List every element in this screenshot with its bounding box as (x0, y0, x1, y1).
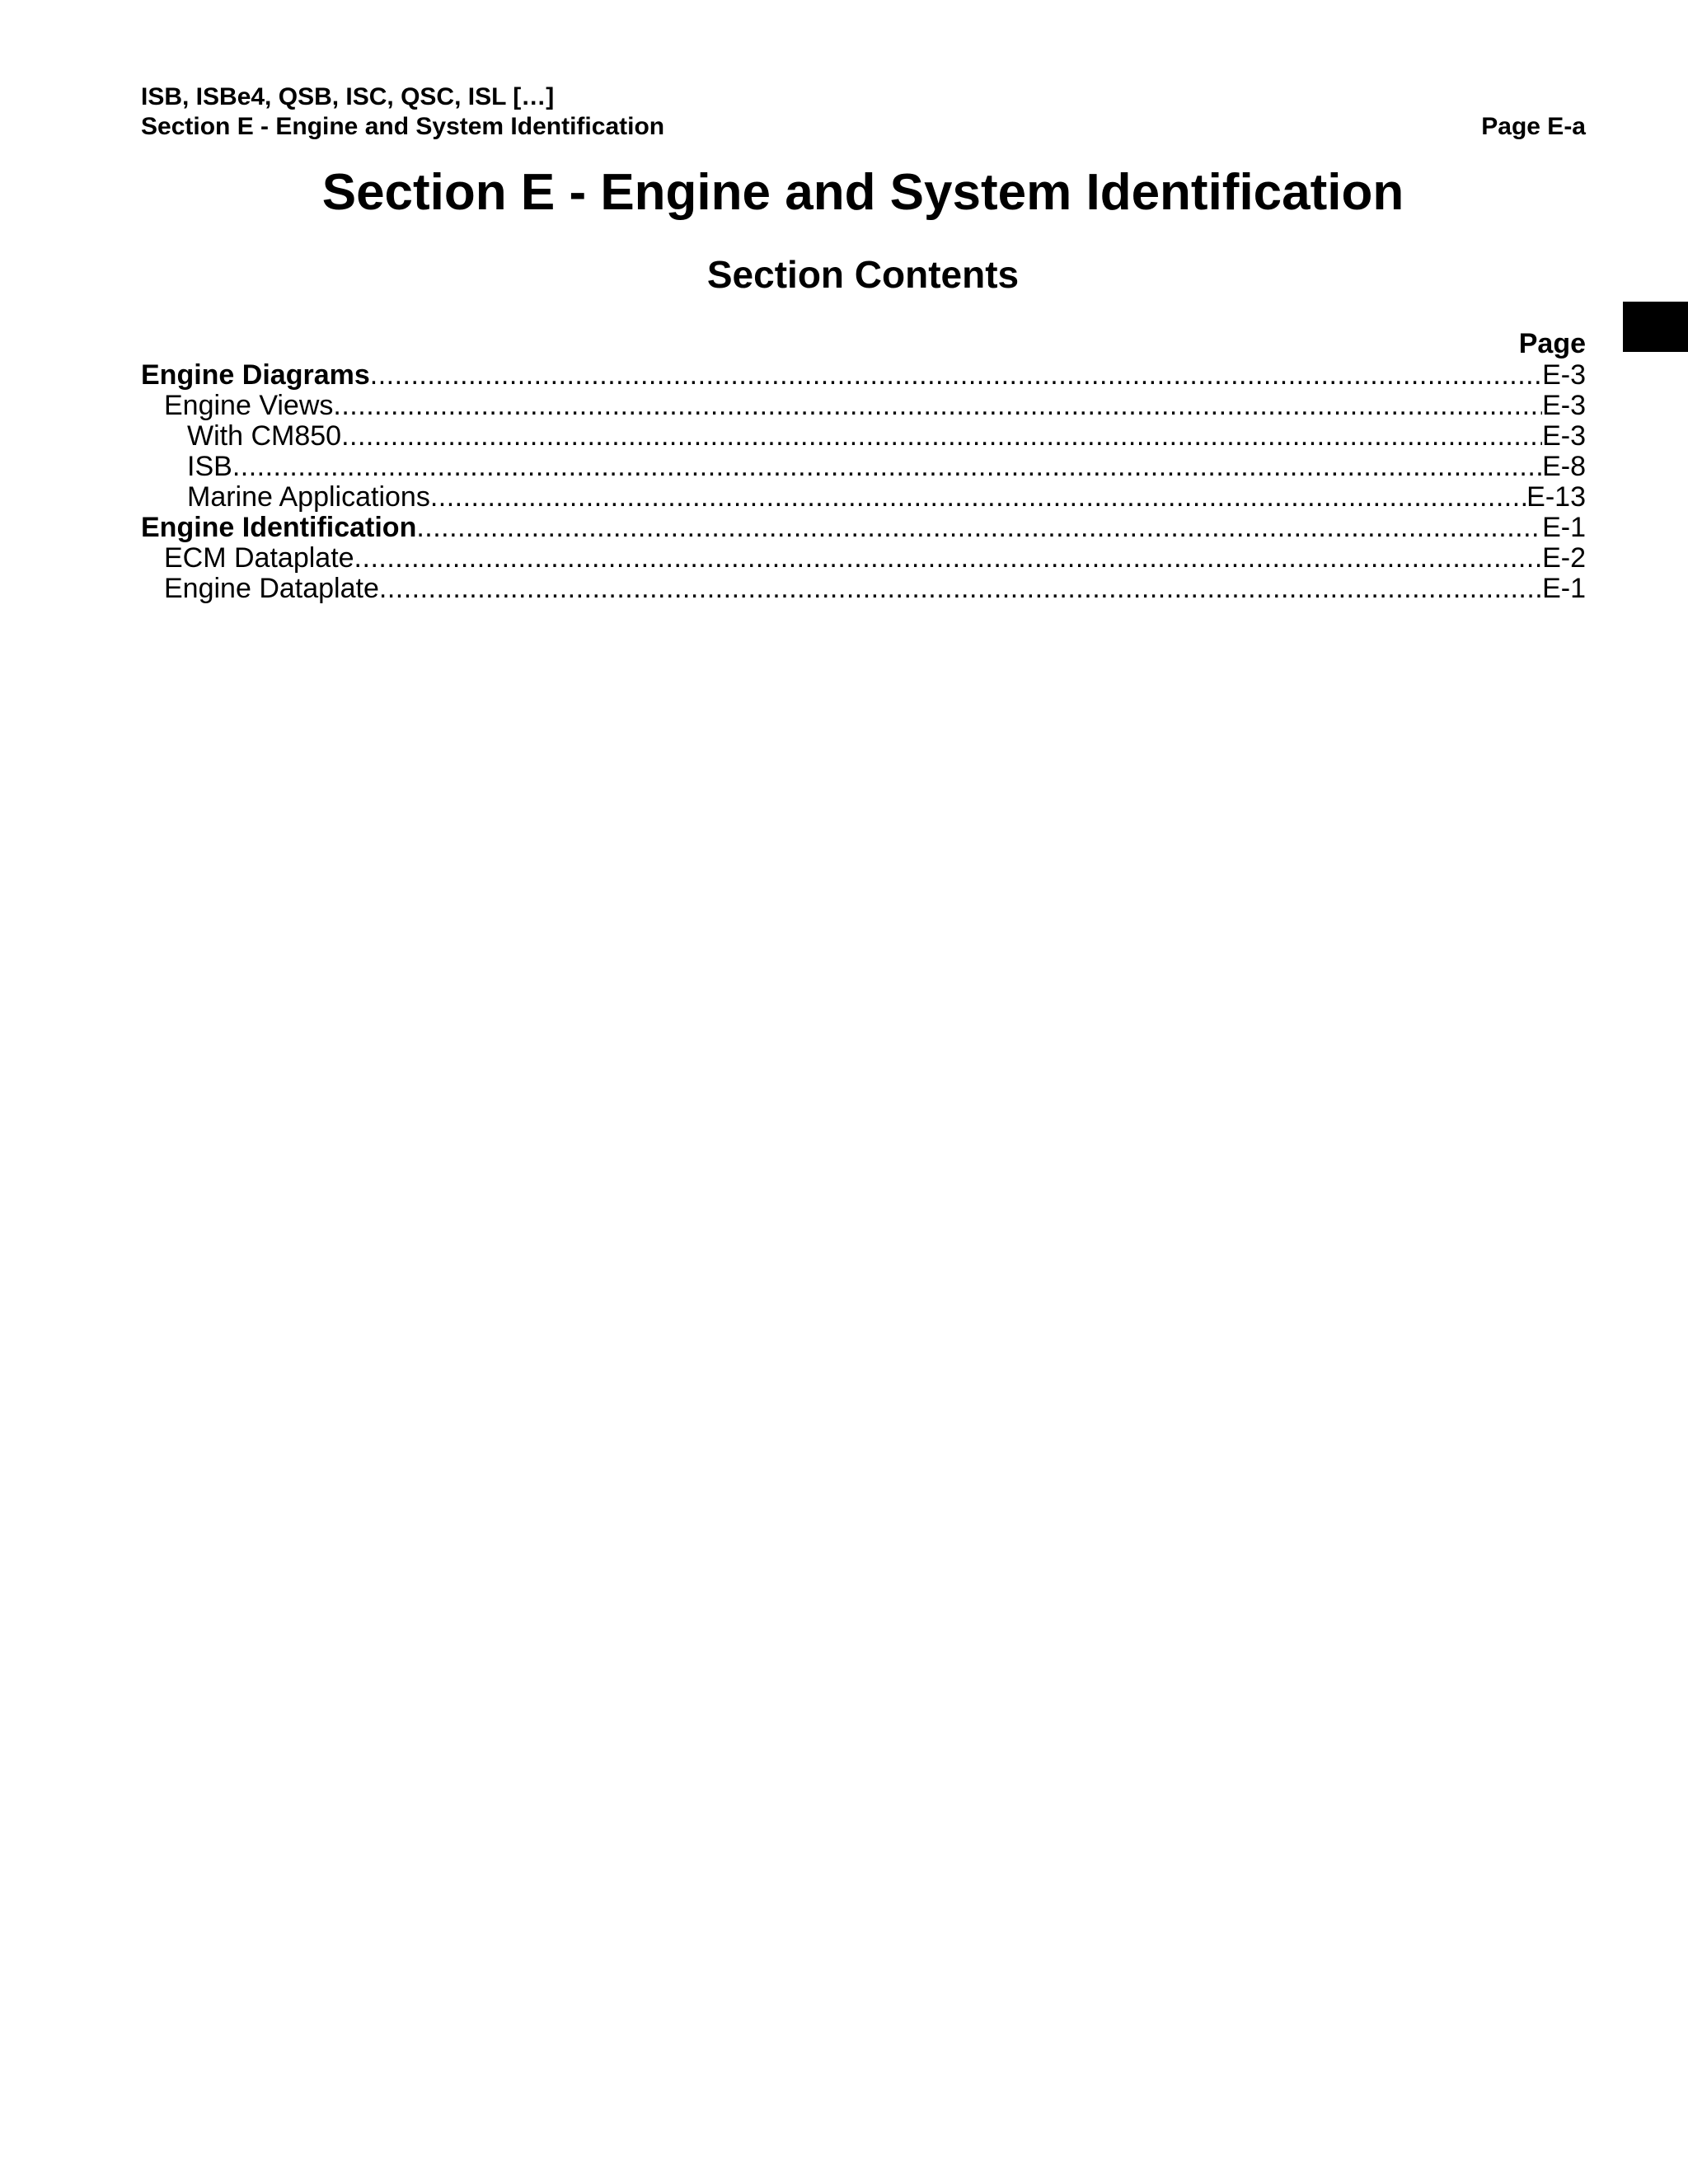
toc-entry-page: E-1 (1542, 513, 1586, 543)
toc-entry-page: E-13 (1526, 482, 1586, 513)
toc-entry-page: E-3 (1542, 360, 1586, 391)
page-title: Section E - Engine and System Identification (321, 164, 1404, 221)
section-contents-heading: Section Contents (706, 253, 1020, 296)
header-page-number: Page E-a (1481, 113, 1586, 140)
toc-leader-dots (430, 482, 1526, 513)
section-tab-marker (1623, 302, 1688, 352)
header-section: Section E - Engine and System Identification (141, 113, 665, 140)
toc-leader-dots (341, 421, 1542, 452)
toc-entry-page: E-3 (1542, 391, 1586, 421)
toc-entry-label: Engine Diagrams (141, 360, 370, 391)
toc-leader-dots (354, 543, 1543, 574)
toc-entry-page: E-2 (1542, 543, 1586, 574)
toc-entry[interactable] (141, 574, 1586, 604)
running-header (141, 82, 1586, 142)
header-section-line (141, 112, 1586, 142)
table-of-contents (141, 327, 1586, 604)
toc-leader-dots (333, 391, 1542, 421)
toc-entry[interactable] (141, 543, 1586, 574)
header-models: ISB, ISBe4, QSB, ISC, QSC, ISL […] (141, 83, 555, 110)
toc-entry[interactable] (141, 452, 1586, 482)
toc-leader-dots (370, 360, 1542, 391)
toc-entry-label: Engine Identification (141, 513, 417, 543)
toc-entry-label: ISB (187, 452, 232, 482)
toc-entry[interactable] (141, 360, 1586, 391)
toc-leader-dots (416, 513, 1542, 543)
toc-leader-dots (232, 452, 1542, 482)
toc-entry[interactable] (141, 482, 1586, 513)
toc-entry-page: E-8 (1542, 452, 1586, 482)
toc-entry-label: ECM Dataplate (164, 543, 354, 574)
toc-entry-page: E-1 (1542, 574, 1586, 604)
toc-entry-label: Engine Dataplate (164, 574, 379, 604)
toc-leader-dots (379, 574, 1542, 604)
toc-entry-page: E-3 (1542, 421, 1586, 452)
toc-entry[interactable] (141, 513, 1586, 543)
toc-page-column-heading: Page (1518, 328, 1586, 359)
toc-entry-label: With CM850 (187, 421, 342, 452)
toc-entry[interactable] (141, 421, 1586, 452)
toc-entry-label: Engine Views (164, 391, 334, 421)
toc-entry[interactable] (141, 391, 1586, 421)
toc-entry-label: Marine Applications (187, 482, 430, 513)
